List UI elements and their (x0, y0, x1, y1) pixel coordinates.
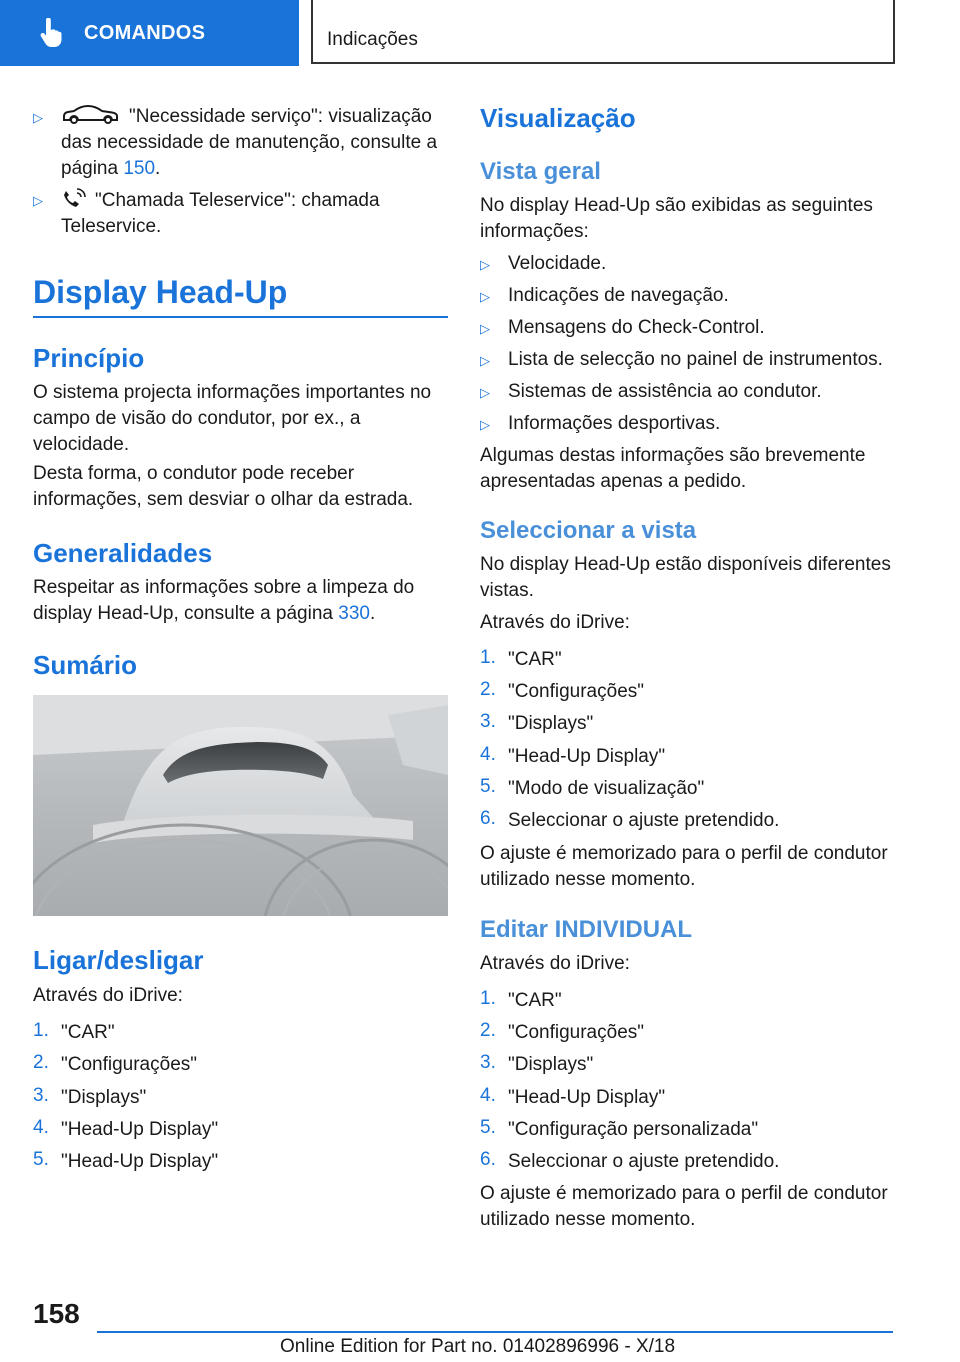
triangle-bullet-icon: ▷ (33, 110, 43, 125)
list-item: 3. "Displays" (480, 1052, 594, 1075)
list-item: ▷ Lista de selecção no painel de instrumentos. (480, 347, 883, 373)
list-item: ▷ Indicações de navegação. (480, 283, 729, 309)
paragraph: O ajuste é memorizado para o perfil de condutor utilizado nesse momento. (480, 1183, 888, 1230)
paragraph: Através do iDrive: (33, 985, 183, 1006)
list-item: 3. "Displays" (33, 1085, 147, 1108)
list-item: 3. "Displays" (480, 711, 594, 734)
triangle-bullet-icon: ▷ (480, 385, 490, 400)
triangle-bullet-icon: ▷ (33, 193, 43, 208)
list-item: ▷ Sistemas de assistência ao condutor. (480, 379, 822, 405)
list-item: 1. "CAR" (480, 647, 562, 670)
hand-pointer-icon (38, 18, 66, 48)
section-heading-sumario: Sumário (33, 650, 138, 680)
paragraph: No display Head-Up estão disponíveis diferentes vistas. (480, 554, 891, 601)
subheading-editar-individual: Editar INDIVIDUAL (480, 916, 693, 943)
subheading-vista-geral: Vista geral (480, 158, 601, 185)
heading-rule (33, 316, 448, 318)
paragraph: Através do iDrive: (480, 612, 630, 633)
list-item: ▷ Velocidade. (480, 251, 606, 277)
triangle-bullet-icon: ▷ (480, 417, 490, 432)
list-item: 2. "Configurações" (480, 1020, 645, 1043)
triangle-bullet-icon: ▷ (480, 257, 490, 272)
list-item: 1. "CAR" (480, 988, 562, 1011)
paragraph: O ajuste é memorizado para o perfil de condutor utilizado nesse momento. (480, 843, 888, 890)
list-item: ▷ Informações desportivas. (480, 411, 720, 437)
footer-edition: Online Edition for Part no. 01402896996 - X/18 (280, 1336, 676, 1357)
paragraph: No display Head-Up são exibidas as seguintes informações: (480, 195, 873, 242)
subheading-seleccionar-vista: Seleccionar a vista (480, 517, 697, 544)
paragraph: Desta forma, o condutor pode receber informações, sem desviar o olhar da estrada. (33, 463, 414, 510)
list-item: 2. "Configurações" (33, 1052, 198, 1075)
page-link[interactable]: 330 (338, 603, 370, 624)
paragraph: Algumas destas informações são brevemente apresentadas apenas a pedido. (480, 445, 866, 492)
list-item: 2. "Configurações" (480, 679, 645, 702)
paragraph: O sistema projecta informações importantes no campo de visão do condutor, por ex., a velocidade. (33, 382, 432, 455)
list-item: 6. Seleccionar o ajuste pretendido. (480, 808, 780, 831)
chapter-tab[interactable] (0, 0, 299, 66)
section-title: Indicações (327, 29, 418, 50)
triangle-bullet-icon: ▷ (480, 353, 490, 368)
section-heading-ligar-desligar: Ligar/desligar (33, 945, 204, 975)
list-item: 5. "Modo de visualização" (480, 776, 705, 799)
section-heading-generalidades: Generalidades (33, 538, 213, 568)
paragraph: Através do iDrive: (480, 953, 630, 974)
chapter-heading: Display Head-Up (33, 274, 288, 310)
list-item-text: "Chamada Teleservice": chamada Teleservice. (61, 190, 380, 237)
list-item: ▷ Mensagens do Check-Control. (480, 315, 765, 341)
triangle-bullet-icon: ▷ (480, 289, 490, 304)
page-link[interactable]: 150 (123, 158, 156, 179)
list-item: 4. "Head-Up Display" (480, 744, 666, 767)
head-up-display-photo (33, 695, 448, 916)
section-heading-visualizacao: Visualização (480, 103, 636, 133)
footer-rule (97, 1331, 893, 1333)
list-item: 5. "Head-Up Display" (33, 1149, 219, 1172)
list-item (33, 187, 448, 240)
list-item: ▷ "Necessidade serviço": visualização das necessidade de manutenção, consulte a página 150. (33, 104, 448, 182)
page-number: 158 (33, 1298, 80, 1329)
paragraph: Respeitar as informações sobre a limpeza do display Head-Up, consulte a página 330. (33, 577, 415, 624)
list-item-text: "Necessidade serviço": visualização das necessidade de manutenção, consulte a página (61, 106, 438, 179)
phone-wrench-icon (61, 187, 87, 209)
section-header (311, 0, 895, 64)
section-heading-principio: Princípio (33, 343, 145, 373)
list-item: 4. "Head-Up Display" (33, 1117, 219, 1140)
car-icon (61, 105, 121, 125)
triangle-bullet-icon: ▷ (480, 321, 490, 336)
list-item: 6. Seleccionar o ajuste pretendido. (480, 1149, 780, 1172)
list-item: 5. "Configuração personalizada" (480, 1117, 759, 1140)
chapter-tab-label: COMANDOS (84, 21, 206, 44)
list-item: 1. "CAR" (33, 1020, 115, 1043)
list-item: 4. "Head-Up Display" (480, 1085, 666, 1108)
